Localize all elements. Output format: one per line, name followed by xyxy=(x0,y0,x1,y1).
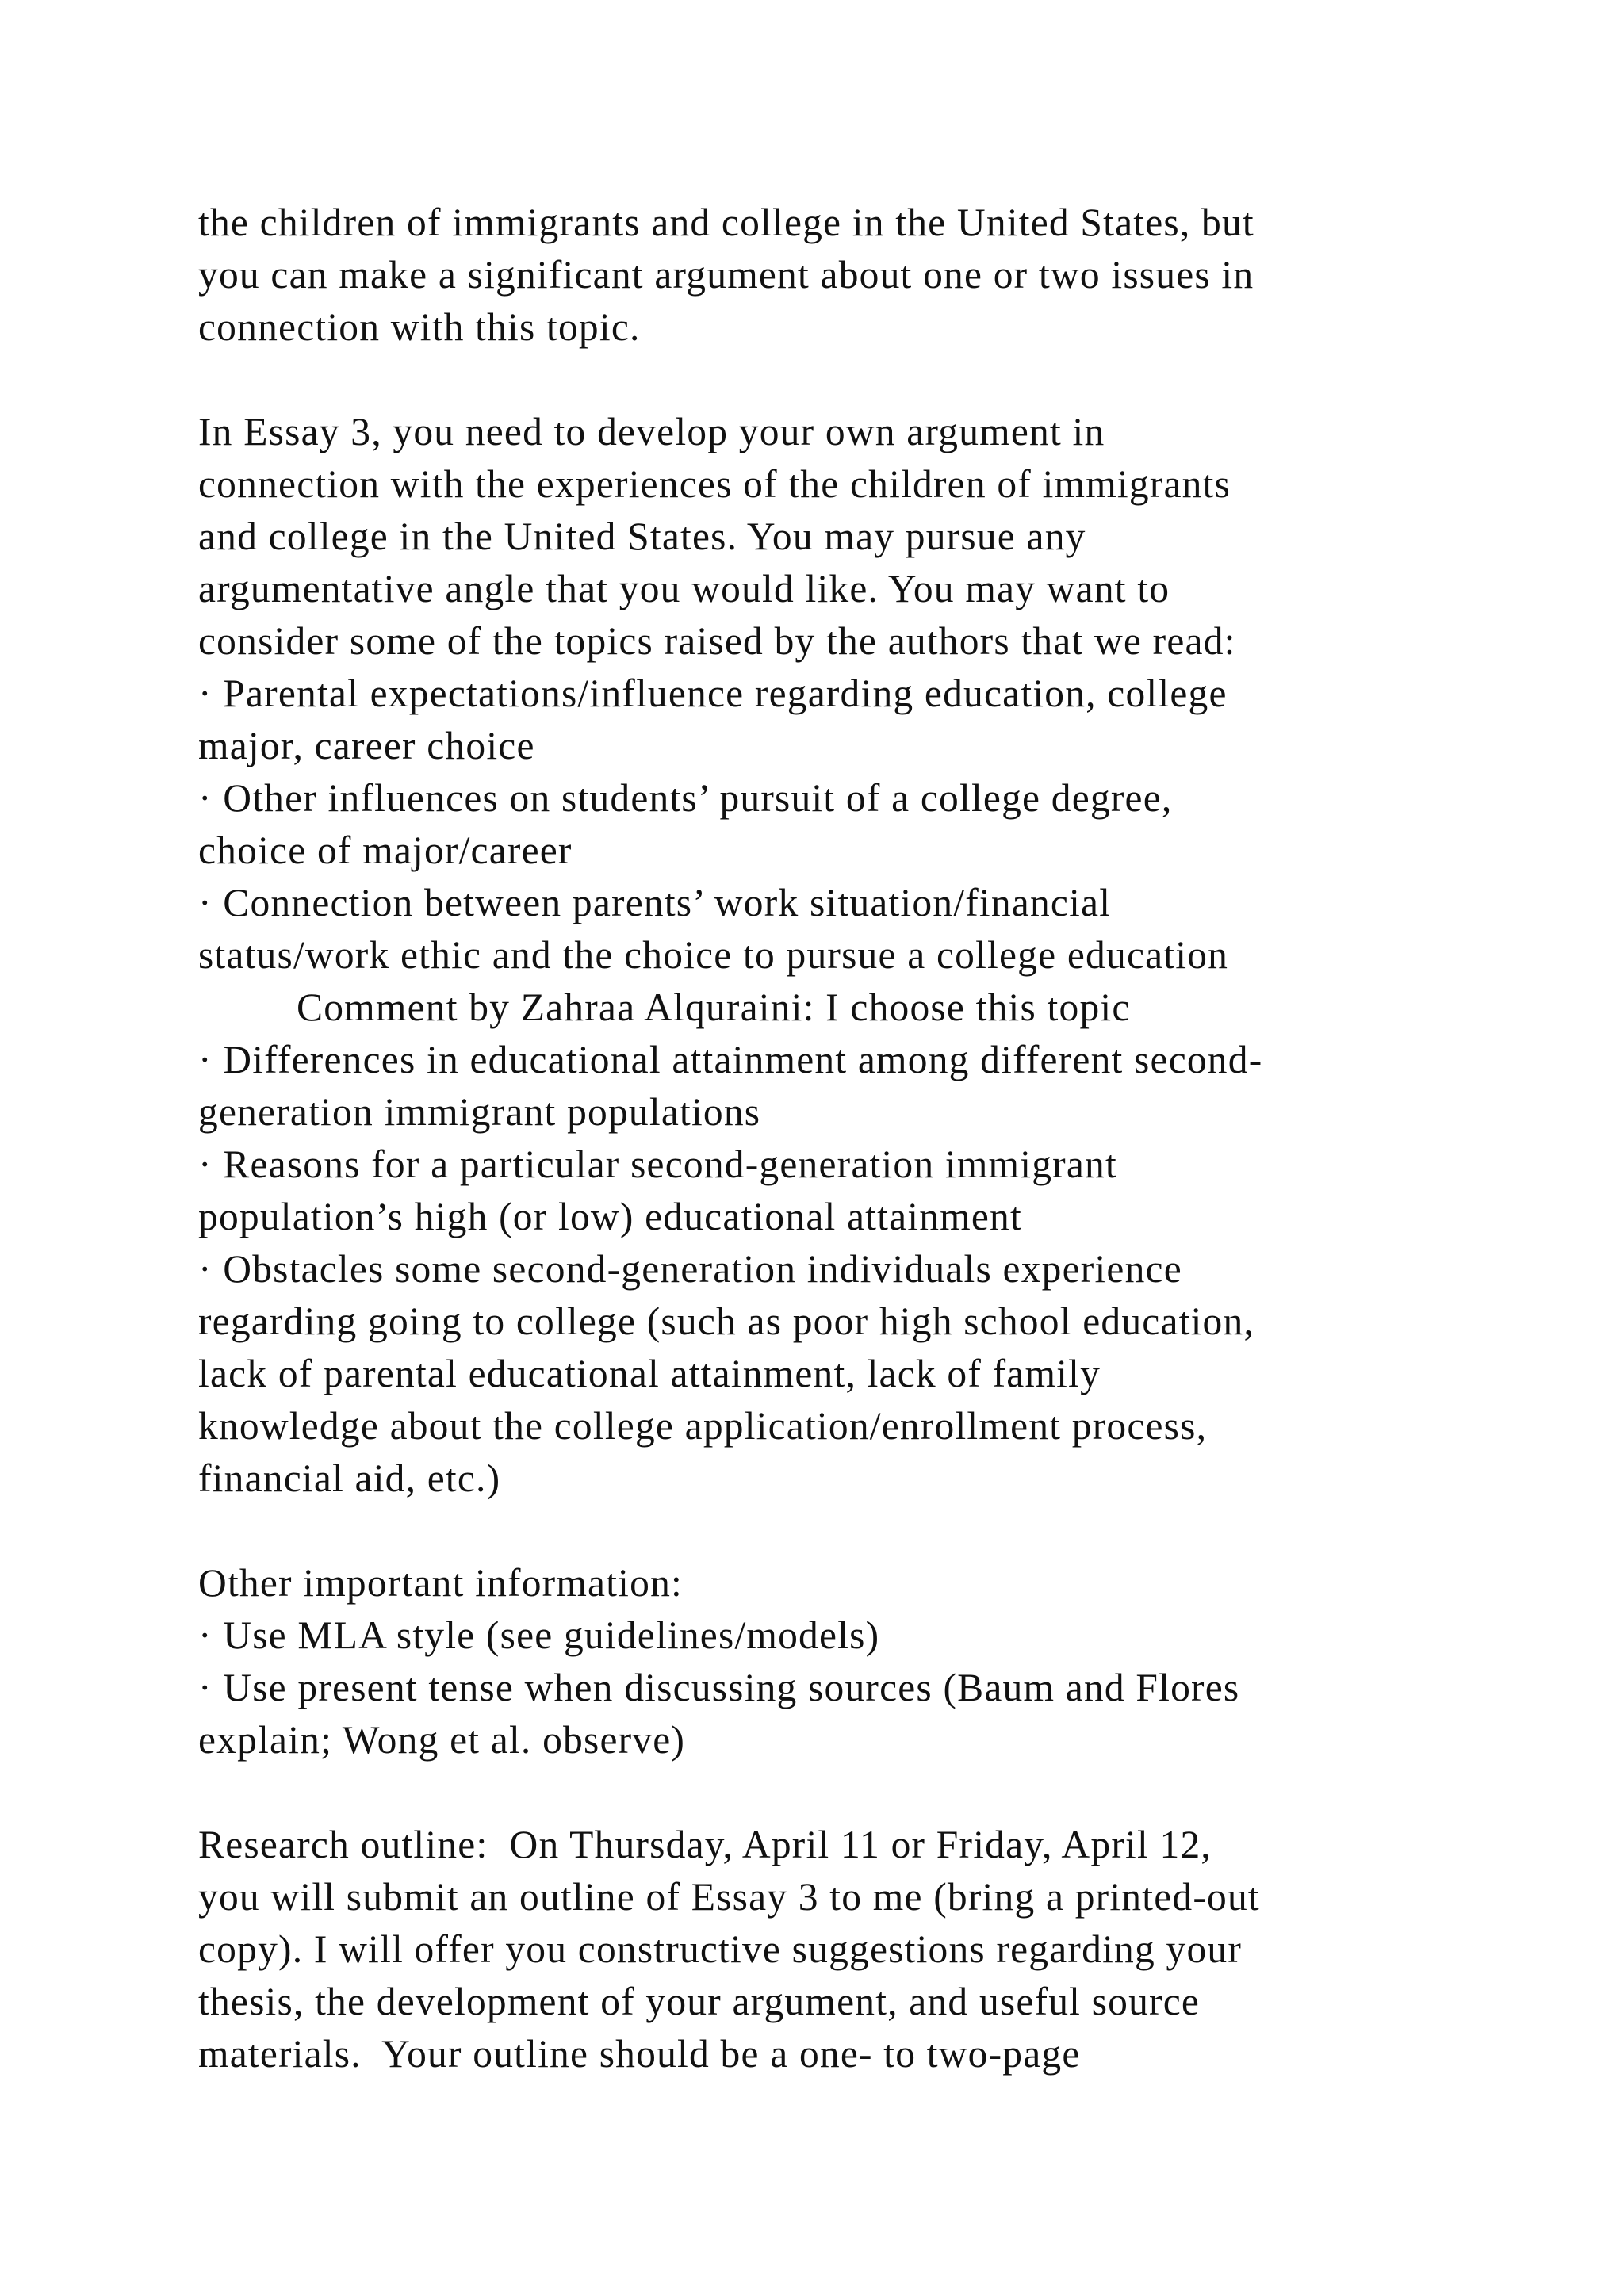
list-item-line: · Other influences on students’ pursuit of a college degree, xyxy=(198,776,1173,820)
text-line: and college in the United States. You may pursue any xyxy=(198,515,1086,558)
paragraph-other-info xyxy=(198,1557,1562,1766)
list-item-line: lack of parental educational attainment, lack of family xyxy=(198,1352,1101,1395)
list-item-line: major, career choice xyxy=(198,724,535,767)
list-item-line: choice of major/career xyxy=(198,828,573,872)
list-item-line: status/work ethic and the choice to pursue a college education xyxy=(198,933,1229,977)
text-line: materials. Your outline should be a one- to two-page xyxy=(198,2032,1081,2076)
list-item-line: · Differences in educational attainment among different second- xyxy=(198,1038,1263,1081)
paragraph-intro xyxy=(198,197,1562,354)
paragraph-research-outline xyxy=(198,1819,1562,2080)
text-line: copy). I will offer you constructive suggestions regarding your xyxy=(198,1927,1243,1971)
list-item-line: · Use present tense when discussing sources (Baum and Flores xyxy=(198,1666,1240,1709)
reviewer-comment: Comment by Zahraa Alquraini: I choose this topic xyxy=(297,985,1131,1029)
text-line: Other important information: xyxy=(198,1561,683,1605)
text-line: you will submit an outline of Essay 3 to me (bring a printed-out xyxy=(198,1875,1260,1919)
list-item-line: knowledge about the college application/enrollment process, xyxy=(198,1404,1208,1448)
list-item-line: population’s high (or low) educational attainment xyxy=(198,1195,1022,1238)
list-item-line: · Parental expectations/influence regarding education, college xyxy=(198,672,1228,715)
topics-list xyxy=(198,668,1562,1505)
list-item-line: regarding going to college (such as poor high school education, xyxy=(198,1299,1255,1343)
text-line: thesis, the development of your argument, and useful source xyxy=(198,1980,1201,2023)
list-item-line: · Connection between parents’ work situation/financial xyxy=(198,881,1112,924)
text-line: consider some of the topics raised by the authors that we read: xyxy=(198,619,1236,663)
text-line: the children of immigrants and college in the United States, but xyxy=(198,201,1254,244)
list-item-line: financial aid, etc.) xyxy=(198,1456,501,1500)
text-line: Research outline: On Thursday, April 11 or Friday, April 12, xyxy=(198,1823,1212,1866)
list-item-line: explain; Wong et al. observe) xyxy=(198,1718,686,1762)
blank-line xyxy=(198,1505,1562,1557)
paragraph-essay3 xyxy=(198,406,1562,668)
list-item-line: generation immigrant populations xyxy=(198,1090,761,1134)
text-line: In Essay 3, you need to develop your own argument in xyxy=(198,410,1105,453)
blank-line xyxy=(198,354,1562,406)
text-line: argumentative angle that you would like. You may want to xyxy=(198,567,1170,610)
text-line: connection with the experiences of the children of immigrants xyxy=(198,462,1231,506)
text-line: you can make a significant argument about one or two issues in xyxy=(198,253,1254,297)
list-item-line: · Obstacles some second-generation individuals experience xyxy=(198,1247,1182,1291)
list-item-line: · Reasons for a particular second-generation immigrant xyxy=(198,1142,1117,1186)
document-body xyxy=(198,197,1562,2080)
list-item-line: · Use MLA style (see guidelines/models) xyxy=(198,1613,880,1657)
blank-line xyxy=(198,1766,1562,1819)
text-line: connection with this topic. xyxy=(198,305,641,349)
